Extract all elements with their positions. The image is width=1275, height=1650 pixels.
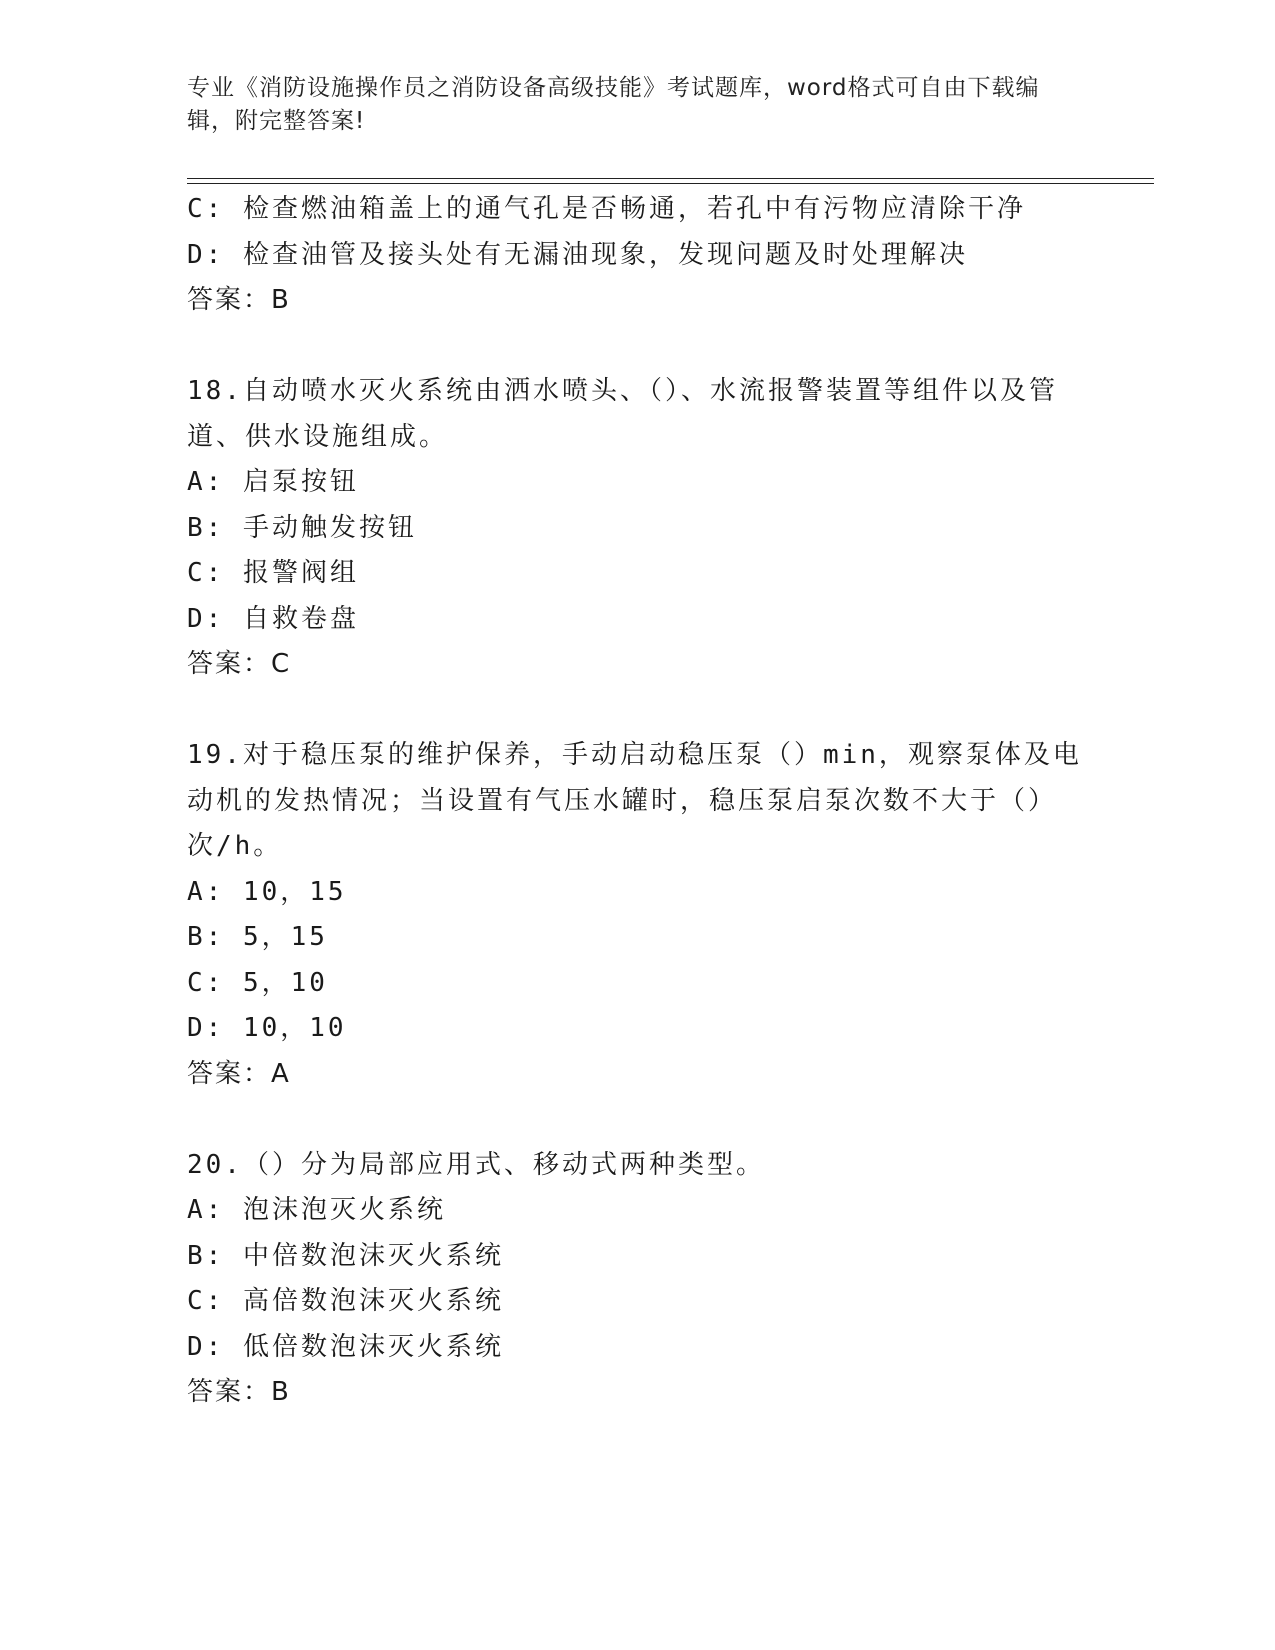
option-b: B: 中倍数泡沫灭火系统 (187, 1240, 504, 1271)
question-stem (187, 1143, 1087, 1189)
option-a: A: 泡沫泡灭火系统 (187, 1195, 446, 1225)
stem-line: 18.自动喷水灭火系统由洒水喷头、（）、水流报警装置等组件以及管 (187, 376, 1058, 406)
option-d: D: 自救卷盘 (187, 603, 359, 634)
header-line-1: 专业《消防设施操作员之消防设备高级技能》考试题库，word格式可自由下载编 (187, 75, 1040, 101)
document-header (187, 72, 1087, 138)
option-a: A: 10，15 (187, 876, 347, 907)
stem-line: 次/h。 (187, 831, 283, 861)
spacer (187, 1097, 1087, 1143)
option-c: C: 5，10 (187, 967, 328, 998)
header-divider-top (187, 178, 1154, 179)
question-18 (187, 369, 1087, 688)
option-a: A: 启泵按钮 (187, 467, 359, 497)
question-19 (187, 733, 1087, 1097)
answer-line: 答案：B (187, 1377, 291, 1407)
stem-line: 道、供水设施组成。 (187, 421, 449, 452)
question-stem (187, 733, 1087, 870)
header-line-2: 辑，附完整答案! (187, 108, 366, 134)
stem-line: 19.对于稳压泵的维护保养，手动启动稳压泵（）min，观察泵体及电 (187, 740, 1082, 770)
header-divider-bottom (187, 183, 1154, 184)
option-c: C: 高倍数泡沫灭火系统 (187, 1286, 504, 1316)
stem-line: 20.（）分为局部应用式、移动式两种类型。 (187, 1149, 765, 1180)
answer-line: 答案：B (187, 285, 291, 315)
option-d: D: 低倍数泡沫灭火系统 (187, 1331, 504, 1362)
question-20 (187, 1143, 1087, 1416)
option-c: C: 检查燃油箱盖上的通气孔是否畅通，若孔中有污物应清除干净 (187, 194, 1026, 224)
option-c: C: 报警阀组 (187, 558, 359, 588)
spacer (187, 688, 1087, 734)
answer-line: 答案：C (187, 649, 292, 679)
question-content (187, 187, 1087, 1416)
stem-line: 动机的发热情况；当设置有气压水罐时，稳压泵启泵次数不大于（） (187, 785, 1058, 816)
question-17-tail (187, 187, 1087, 324)
option-b: B: 5，15 (187, 922, 328, 952)
question-stem (187, 369, 1087, 460)
answer-line: 答案：A (187, 1058, 291, 1089)
option-d: D: 10，10 (187, 1013, 347, 1043)
spacer (187, 324, 1087, 370)
option-b: B: 手动触发按钮 (187, 512, 417, 543)
option-d: D: 检查油管及接头处有无漏油现象，发现问题及时处理解决 (187, 239, 968, 270)
